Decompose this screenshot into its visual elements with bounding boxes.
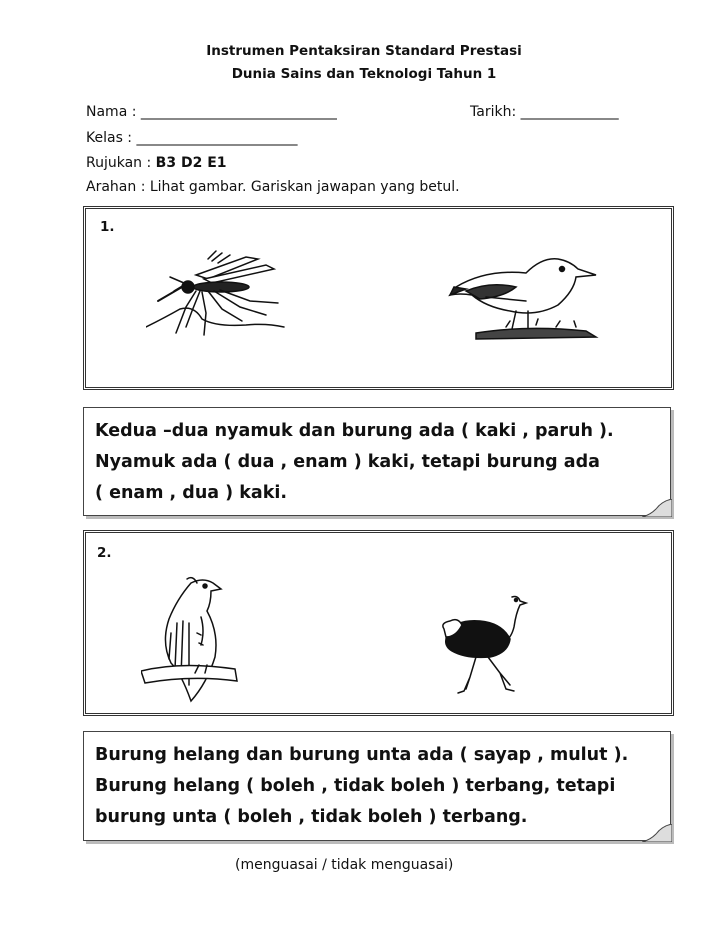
question2-text-box xyxy=(83,731,671,841)
question1-number: 1. xyxy=(100,219,115,235)
question1-line3: ( enam , dua ) kaki. xyxy=(95,483,288,503)
tarikh-field: Tarikh: ______________ xyxy=(470,104,619,120)
bird-illustration xyxy=(446,251,606,341)
question1-line1: Kedua –dua nyamuk dan burung ada ( kaki , paruh ). xyxy=(95,421,614,441)
mastery-footer: (menguasai / tidak menguasai) xyxy=(235,857,454,873)
page-curl-icon xyxy=(642,499,672,517)
question2-line3: burung unta ( boleh , tidak boleh ) terbang. xyxy=(95,807,528,827)
eagle-illustration xyxy=(141,573,241,708)
ostrich-illustration xyxy=(436,593,536,698)
question2-line1: Burung helang dan burung unta ada ( sayap , mulut ). xyxy=(95,745,629,765)
question1-text-box xyxy=(83,407,671,516)
rujukan-field xyxy=(86,155,227,171)
rujukan-label: Rujukan : xyxy=(86,155,156,171)
header-title: Instrumen Pentaksiran Standard Prestasi xyxy=(206,43,522,59)
question1-picture-frame xyxy=(83,206,674,390)
arahan-instruction: Arahan : Lihat gambar. Gariskan jawapan yang betul. xyxy=(86,179,460,195)
kelas-field: Kelas : _______________________ xyxy=(86,130,298,146)
question2-number: 2. xyxy=(97,545,112,561)
nama-field: Nama : ____________________________ xyxy=(86,104,337,120)
question1-line2: Nyamuk ada ( dua , enam ) kaki, tetapi burung ada xyxy=(95,452,600,472)
mosquito-illustration xyxy=(146,247,286,337)
question2-picture-frame xyxy=(83,530,674,716)
rujukan-value: B3 D2 E1 xyxy=(155,155,227,171)
page-curl-icon xyxy=(642,824,672,842)
header-subtitle: Dunia Sains dan Teknologi Tahun 1 xyxy=(231,66,497,82)
question2-line2: Burung helang ( boleh , tidak boleh ) terbang, tetapi xyxy=(95,776,616,796)
